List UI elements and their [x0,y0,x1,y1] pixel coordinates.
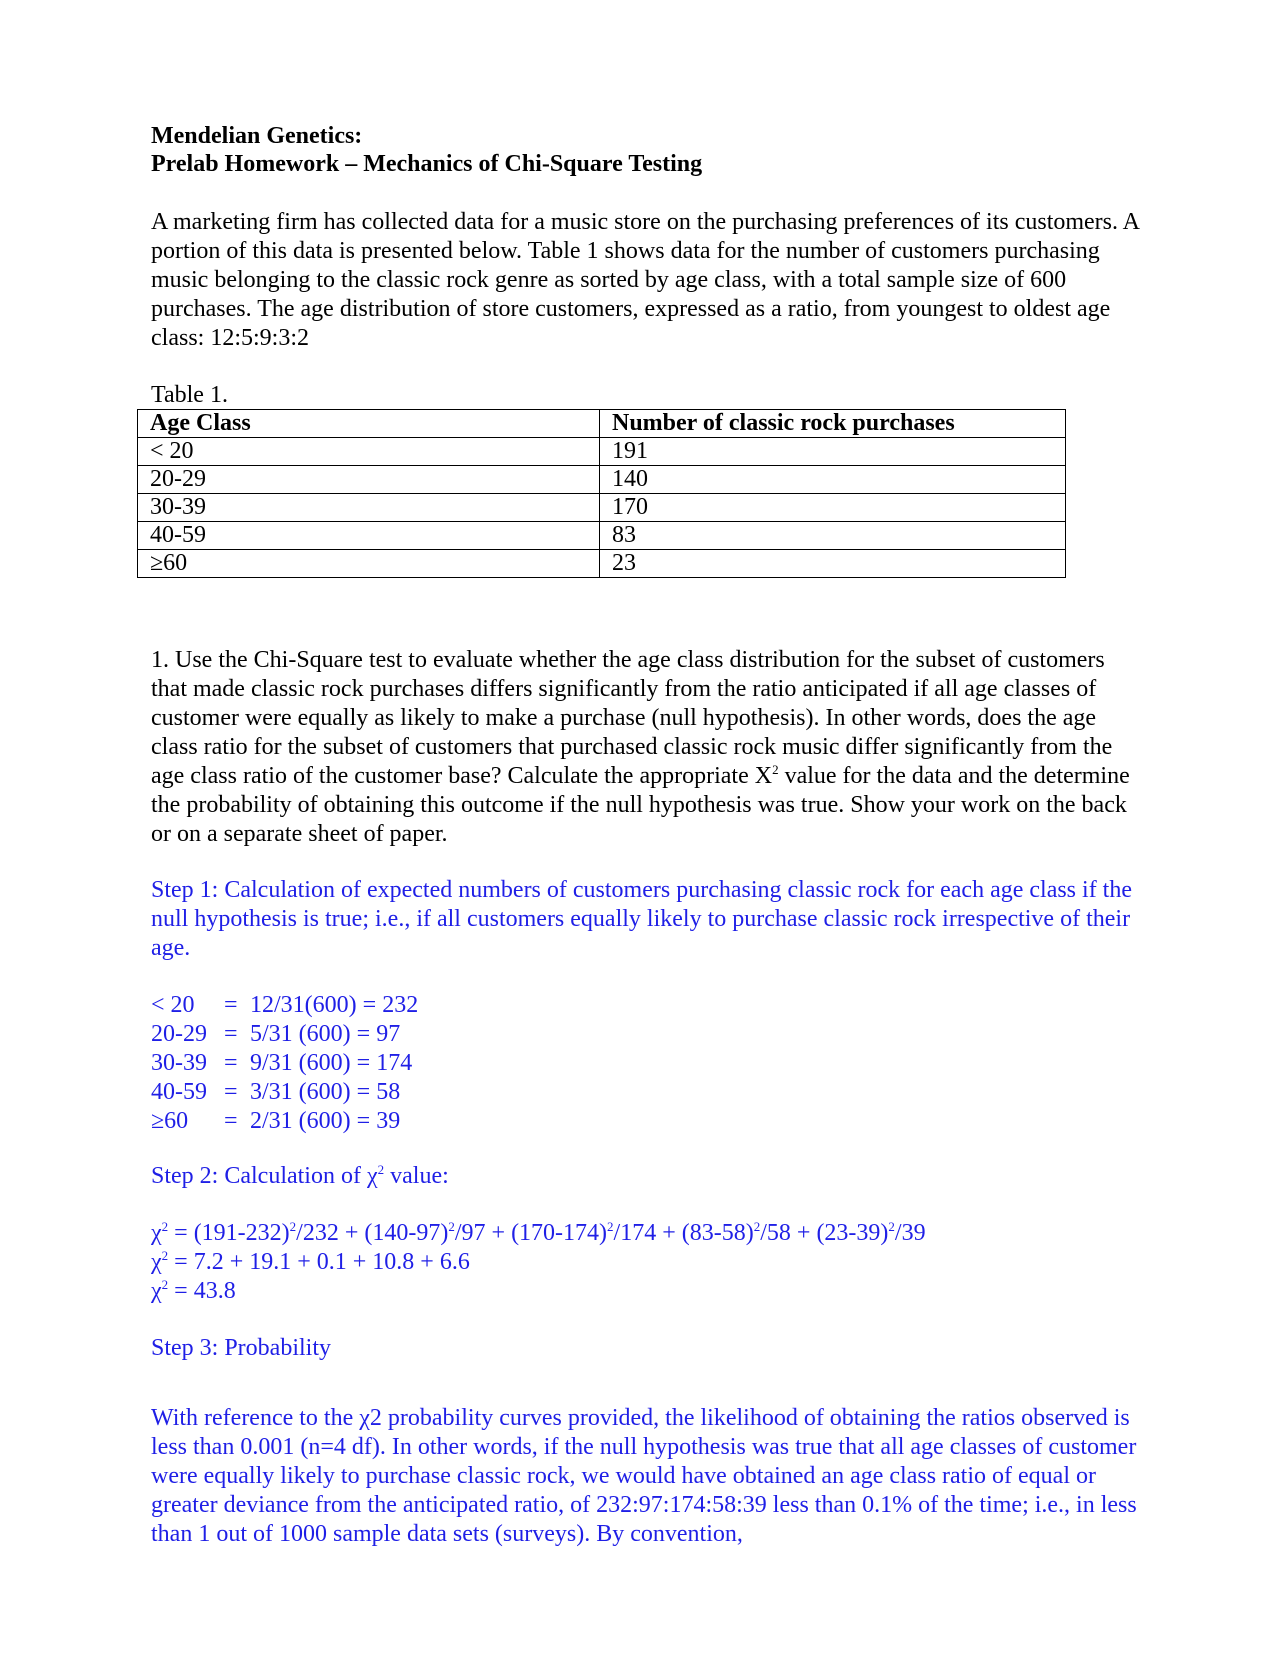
expected-equals: = [224,1050,238,1076]
table-header-row [138,410,1066,438]
expected-age-label: 40-59 [151,1079,207,1105]
chi-square-line [151,1219,926,1248]
step-3-heading: Step 3: Probability [151,1335,331,1361]
chi-square-calculation [151,1219,926,1306]
table-row [138,550,1066,578]
table-row [138,494,1066,522]
question-superscript: 2 [772,762,779,777]
step-2-superscript: 2 [377,1162,385,1177]
chi-term: = 43.8 [168,1278,236,1304]
age-class-cell: 40-59 [138,522,600,550]
purchases-cell: 140 [600,466,1066,494]
table-row [138,466,1066,494]
expected-equals: = [224,1079,238,1105]
expected-equals: = [224,992,238,1018]
header-age-class: Age Class [138,410,600,438]
chi-symbol: χ [151,1278,162,1304]
chi-symbol: χ [151,1249,162,1275]
chi-term: /174 + (83-58) [613,1220,754,1246]
chi-term: /97 + (170-174) [454,1220,608,1246]
age-class-cell: < 20 [138,438,600,466]
chi-term: = 7.2 + 19.1 + 0.1 + 10.8 + 6.6 [168,1249,470,1275]
chi-superscript: 2 [161,1219,169,1234]
document-title [151,122,1141,178]
exponent: 2 [888,1219,895,1234]
purchases-cell: 170 [600,494,1066,522]
intro-paragraph: A marketing firm has collected data for a music store on the purchasing preferences of its customers. A portion of this data is presented below. Table 1 shows data for the number of customers purchasing music belonging to the classic rock genre as sorted by age class, with a total sample size of 600 purchases. The age distribution of store customers, expressed as a ratio, from youngest to oldest age class: 12:5:9:3:2 [151,209,1139,351]
question-text-before: 1. Use the Chi-Square test to evaluate whether the age class distribution for the subset of customers that made classic rock purchases differs significantly from the ratio anticipated if all age classes of customer were equally as likely to make a purchase (null hypothesis). In other words, does the age class ratio for the subset of customers that purchased classic rock music differ significantly from the age class ratio of the customer base? Calculate the appropriate X [151,647,1113,789]
expected-age-label: 30-39 [151,1050,207,1076]
table-row [138,438,1066,466]
exponent: 2 [607,1219,614,1234]
title-line-1: Mendelian Genetics: [151,123,363,149]
question-1 [151,646,1141,849]
expected-expression: 9/31 (600) = 174 [250,1050,413,1076]
chi-superscript: 2 [161,1248,169,1263]
expected-age-label: < 20 [151,992,195,1018]
expected-expression: 5/31 (600) = 97 [250,1021,401,1047]
header-purchases: Number of classic rock purchases [600,410,1066,438]
expected-age-label: ≥60 [151,1108,189,1134]
exponent: 2 [448,1219,455,1234]
step-2-heading [151,1162,1141,1191]
expected-expression: 2/31 (600) = 39 [250,1108,401,1134]
expected-row [151,1107,418,1136]
chi-term: /39 [894,1220,926,1246]
age-class-cell: ≥60 [138,550,600,578]
purchases-cell: 191 [600,438,1066,466]
title-line-2: Prelab Homework – Mechanics of Chi-Square Testing [151,151,703,177]
expected-equals: = [224,1021,238,1047]
expected-equals: = [224,1108,238,1134]
expected-values-list [151,991,418,1136]
expected-age-label: 20-29 [151,1021,207,1047]
conclusion-paragraph: With reference to the χ2 probability curves provided, the likelihood of obtaining the ratios observed is less than 0.001 (n=4 df). In other words, if the null hypothesis was true that all age classes of customer were equally likely to purchase classic rock, we would have obtained an age class ratio of equal or greater deviance from the anticipated ratio, of 232:97:174:58:39 less than 0.1% of the time; i.e., in less than 1 out of 1000 sample data sets (surveys). By convention, [151,1405,1137,1547]
table-caption: Table 1. [151,382,228,408]
chi-square-line [151,1248,926,1277]
chi-symbol: χ [151,1220,162,1246]
expected-expression: 3/31 (600) = 58 [250,1079,401,1105]
question-text-after: value for the data and the determine the probability of obtaining this outcome if the null hypothesis was true. Show your work on the back or on a separate sheet of paper. [151,763,1130,847]
step-2-text-before: Step 2: Calculation of χ [151,1163,378,1189]
chi-term: = (191-232) [168,1220,290,1246]
purchases-table [137,409,1066,578]
chi-superscript: 2 [161,1277,169,1292]
chi-square-line [151,1277,926,1306]
exponent: 2 [753,1219,761,1234]
chi-term: /232 + (140-97) [296,1220,449,1246]
expected-row [151,1049,418,1078]
exponent: 2 [289,1219,297,1234]
expected-row [151,1078,418,1107]
table-row [138,522,1066,550]
age-class-cell: 20-29 [138,466,600,494]
step-2-text-after: value: [384,1163,449,1189]
expected-expression: 12/31(600) = 232 [250,992,419,1018]
age-class-cell: 30-39 [138,494,600,522]
purchases-cell: 23 [600,550,1066,578]
expected-row [151,991,418,1020]
chi-term: /58 + (23-39) [760,1220,889,1246]
purchases-cell: 83 [600,522,1066,550]
step-1-heading: Step 1: Calculation of expected numbers of customers purchasing classic rock for each age class if the null hypothesis is true; i.e., if all customers equally likely to purchase classic rock irrespective of their age. [151,877,1132,961]
expected-row [151,1020,418,1049]
